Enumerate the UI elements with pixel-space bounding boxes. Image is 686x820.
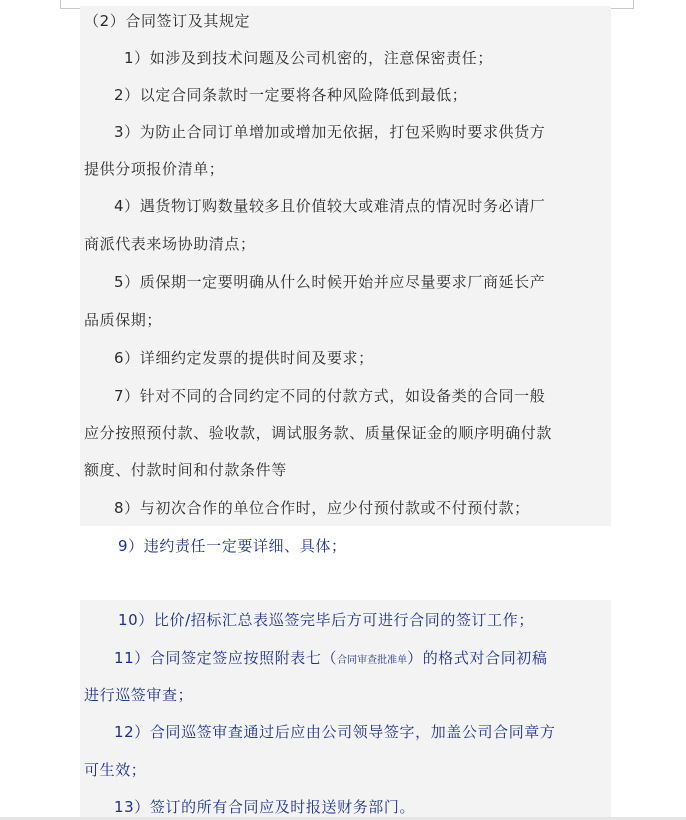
section-heading: （2）合同签订及其规定: [84, 12, 251, 30]
item-7-line-1: 7）针对不同的合同约定不同的付款方式，如设备类的合同一般: [114, 387, 546, 405]
text-highlight-block-lower: [80, 600, 611, 820]
item-11-inline-note: 合同审查批准单: [337, 655, 408, 666]
item-8-line-1: 8）与初次合作的单位合作时，应少付预付款或不付预付款；: [114, 499, 530, 517]
item-5-line-2: 品质保期；: [84, 311, 163, 329]
item-7-line-2: 应分按照预付款、验收款，调试服务款、质量保证金的顺序明确付款: [84, 424, 553, 442]
item-11-text-before-note: 11）合同签定签应按照附表七（: [114, 649, 338, 667]
item-5-line-1: 5）质保期一定要明确从什么时候开始并应尽量要求厂商延长产: [114, 273, 546, 291]
item-9-line-1: 9）违约责任一定要详细、具体；: [118, 537, 347, 555]
item-11-text-after-note: ）的格式对合同初稿: [407, 649, 548, 667]
item-10-line-1: 10）比价/招标汇总表巡签完毕后方可进行合同的签订工作；: [118, 611, 534, 629]
item-11-line-2: 进行巡签审查；: [84, 686, 194, 704]
item-4-line-1: 4）遇货物订购数量较多且价值较大或难清点的情况时务必请厂: [114, 197, 546, 215]
item-4-line-2: 商派代表来场协助清点；: [84, 235, 256, 253]
item-3-line-2: 提供分项报价清单；: [84, 160, 225, 178]
item-2-line-1: 2）以定合同条款时一定要将各种风险降低到最低；: [114, 86, 468, 104]
item-1-line-1: 1）如涉及到技术问题及公司机密的，注意保密责任；: [124, 49, 493, 67]
item-6-line-1: 6）详细约定发票的提供时间及要求；: [114, 349, 374, 367]
page-corner-mark-left: [60, 0, 81, 9]
item-7-line-3: 额度、付款时间和付款条件等: [84, 461, 287, 479]
item-3-line-1: 3）为防止合同订单增加或增加无依据，打包采购时要求供货方: [114, 123, 546, 141]
item-11-line-1: [114, 647, 548, 672]
page-corner-mark-right: [609, 0, 634, 9]
item-12-line-1: 12）合同巡签审查通过后应由公司领导签字，加盖公司合同章方: [114, 723, 556, 741]
item-12-line-2: 可生效；: [84, 761, 147, 779]
item-13-line-1: 13）签订的所有合同应及时报送财务部门。: [114, 798, 416, 816]
